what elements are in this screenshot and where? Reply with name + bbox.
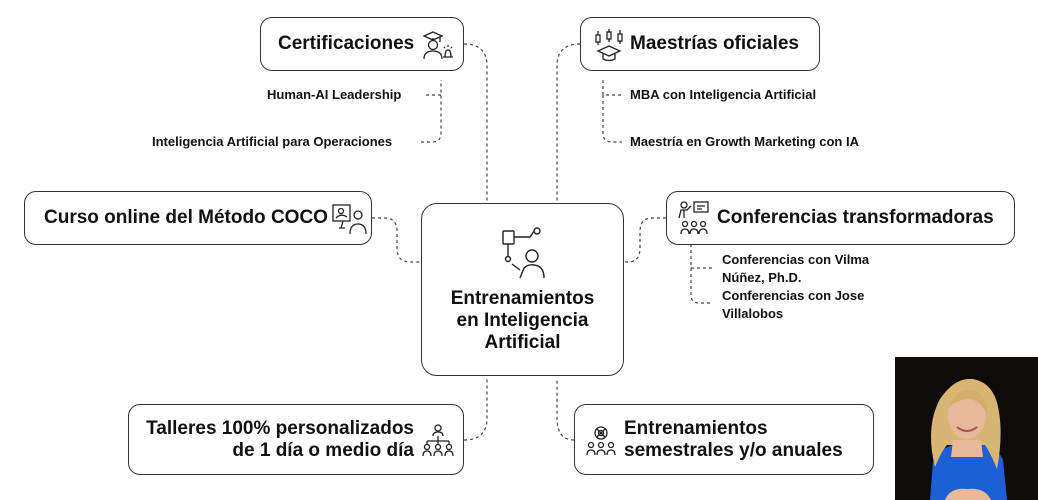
speaker-portrait xyxy=(895,357,1038,500)
center-title-line3: Artificial xyxy=(484,332,561,353)
conferencias-box xyxy=(666,191,1015,245)
maes-item-1: MBA con Inteligencia Artificial xyxy=(630,87,817,102)
online-course-icon xyxy=(331,202,367,236)
connector-maestrias xyxy=(557,44,580,202)
maes-item-2: Maestría en Growth Marketing con IA xyxy=(630,134,859,149)
center-title-line2: en Inteligencia xyxy=(456,310,589,331)
maestrias-title: Maestrías oficiales xyxy=(630,33,799,54)
connector-maes-item-2 xyxy=(603,95,622,142)
cert-item-2: Inteligencia Artificial para Operaciones xyxy=(152,134,393,149)
graduation-growth-icon xyxy=(593,28,625,62)
maestrias-box xyxy=(580,17,820,71)
entrenamientos-title-line2: semestrales y/o anuales xyxy=(624,439,843,461)
conf-item-2-line1: Conferencias con Jose xyxy=(722,288,865,303)
center-box xyxy=(421,203,624,376)
conf-item-2-line2: Villalobos xyxy=(722,306,784,321)
certificaciones-title: Certificaciones xyxy=(278,33,415,54)
center-title-line1: Entrenamientos xyxy=(450,288,595,309)
connector-entrenamientos xyxy=(557,378,574,440)
connector-conf-item-1 xyxy=(691,244,712,268)
team-target-icon xyxy=(585,425,617,457)
talleres-title-line2: de 1 día o medio día xyxy=(232,439,414,461)
conf-item-1 xyxy=(722,251,869,287)
certificaciones-box xyxy=(260,17,464,71)
speaker-audience-icon xyxy=(677,200,711,238)
presenter-icon xyxy=(496,226,550,280)
conf-item-2 xyxy=(722,287,864,323)
talleres-title-line1: Talleres 100% personalizados xyxy=(146,417,414,439)
connector-cert-item-2 xyxy=(421,80,441,142)
graduate-idea-icon xyxy=(421,28,455,62)
connector-conf-item-2 xyxy=(691,268,712,303)
curso-box xyxy=(24,191,372,245)
conferencias-title: Conferencias transformadoras xyxy=(717,207,994,228)
connector-maes-item-1 xyxy=(603,80,622,95)
cert-item-1: Human-AI Leadership xyxy=(267,87,402,102)
team-hierarchy-icon xyxy=(421,424,455,458)
curso-title: Curso online del Método COCO xyxy=(44,207,328,228)
connector-certificaciones xyxy=(464,44,487,202)
talleres-box xyxy=(128,404,464,475)
connector-curso xyxy=(372,218,421,262)
conf-item-1-line1: Conferencias con Vilma xyxy=(722,252,870,267)
entrenamientos-box xyxy=(574,404,874,475)
connector-conferencias xyxy=(624,218,666,262)
conf-item-1-line2: Núñez, Ph.D. xyxy=(722,270,802,285)
entrenamientos-title-line1: Entrenamientos xyxy=(624,417,768,439)
connector-talleres xyxy=(464,378,487,440)
